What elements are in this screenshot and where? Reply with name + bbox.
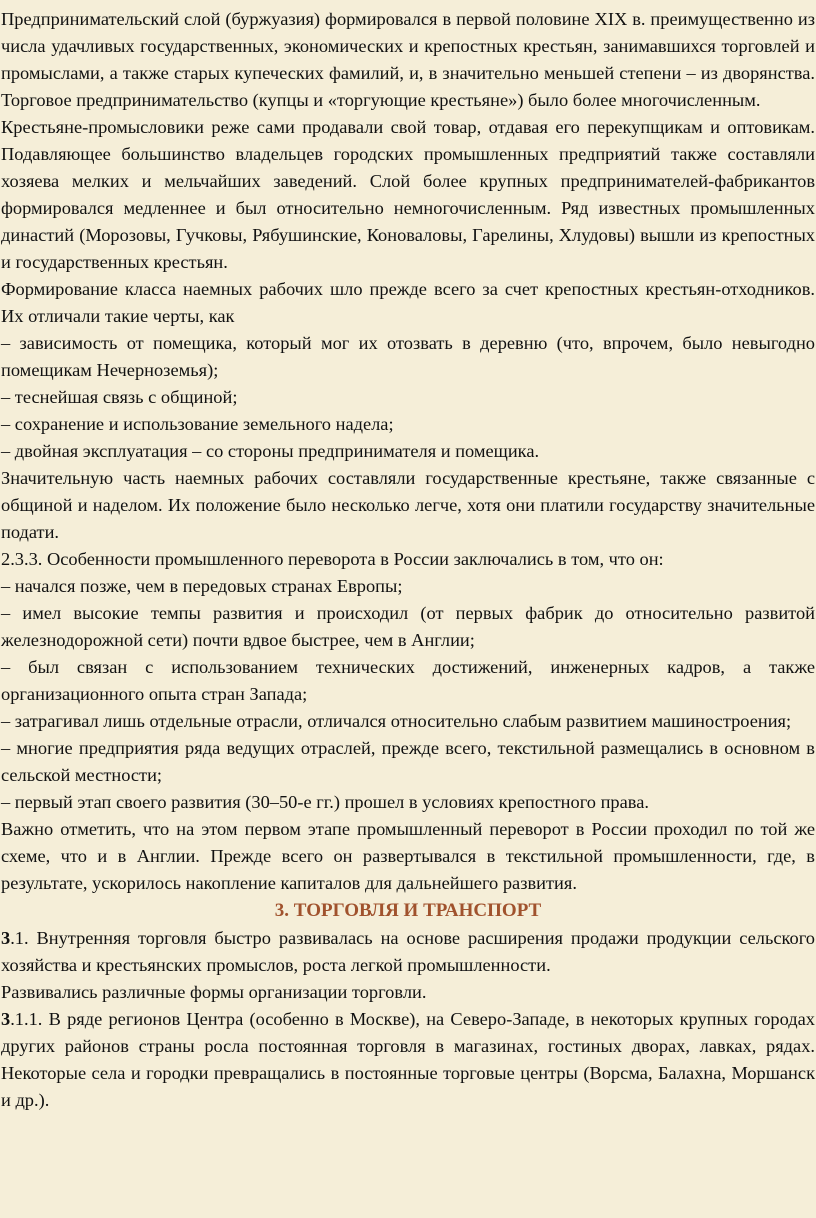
list-item: – первый этап своего развития (30–50-е гг.) прошел в условиях крепостного права. xyxy=(1,792,649,812)
paragraph-text: .1. Внутренняя торговля быстро развивалась на основе расширения продажи продукции сельского хозяйства и крестьянских промыслов, роста легкой промышленности. xyxy=(1,928,815,975)
section-number: 3 xyxy=(1,928,11,948)
list-item: – зависимость от помещика, который мог их отозвать в деревню (что, впрочем, было невыгодно помещикам Нечерноземья); xyxy=(1,333,815,380)
list-item: – сохранение и использование земельного надела; xyxy=(1,414,394,434)
paragraph-internal-trade xyxy=(1,925,815,979)
section-number: 3 xyxy=(1,1009,11,1029)
list-item: – многие предприятия ряда ведущих отраслей, прежде всего, текстильной размещались в основном в сельской местности; xyxy=(1,738,815,785)
list-item: – начался позже, чем в передовых странах Европы; xyxy=(1,576,403,596)
paragraph-industrial-revolution: 2.3.3. Особенности промышленного переворота в России заключались в том, что он: xyxy=(1,549,664,569)
section-title: 3. ТОРГОВЛЯ И ТРАНСПОРТ xyxy=(274,900,542,921)
list-item: – затрагивал лишь отдельные отрасли, отличался относительно слабым развитием машиностроения; xyxy=(1,711,792,731)
list-item: – двойная эксплуатация – со стороны предпринимателя и помещика. xyxy=(1,441,540,461)
paragraph-permanent-trade xyxy=(1,1006,815,1114)
paragraph-state-peasants: Значительную часть наемных рабочих составляли государственные крестьяне, также связанные с общиной и наделом. Их положение было несколько легче, хотя они платили государству значительные подати. xyxy=(1,468,815,542)
paragraph-entrepreneurs: Предпринимательский слой (буржуазия) формировался в первой половине XIX в. преимущественно из числа удачливых государственных, экономических и крепостных крестьян, занимавшихся торговлей и промыслами, а также старых купеческих фамилий, и, в значительно меньшей степени – из дворянства. Торговое предпринимательство (купцы и «торгующие крестьяне») было более многочисленным. xyxy=(1,9,815,110)
list-item: – был связан с использованием технических достижений, инженерных кадров, а также организационного опыта стран Запада; xyxy=(1,657,815,704)
paragraph-workers-class: Формирование класса наемных рабочих шло прежде всего за счет крепостных крестьян-отходников. Их отличали такие черты, как xyxy=(1,279,815,326)
paragraph-text: .1.1. В ряде регионов Центра (особенно в Москве), на Северо-Западе, в некоторых крупных городах других районов страны росла постоянная торговля в магазинах, гостиных дворах, лавках, рядах. Некоторые села и городки превращались в постоянные торговые центры (Ворсма, Балахна, Моршанск и др.). xyxy=(1,1009,815,1110)
list-item: – имел высокие темпы развития и происходил (от первых фабрик до относительно развитой железнодорожной сети) почти вдвое быстрее, чем в Англии; xyxy=(1,603,815,650)
paragraph-important-note: Важно отметить, что на этом первом этапе промышленный переворот в России проходил по той же схеме, что и в Англии. Прежде всего он развертывался в текстильной промышленности, где, в результате, ускорилось накопление капиталов для дальнейшего развития. xyxy=(1,819,815,893)
paragraph-peasant-traders: Крестьяне-промысловики реже сами продавали свой товар, отдавая его перекупщикам и оптовикам. Подавляющее большинство владельцев городских промышленных предприятий также составляли хозяева мелких и мельчайших заведений. Слой более крупных предпринимателей-фабрикантов формировался медленнее и был относительно немногочисленным. Ряд известных промышленных династий (Морозовы, Гучковы, Рябушинские, Коноваловы, Гарелины, Хлудовы) вышли из крепостных и государственных крестьян. xyxy=(1,117,815,272)
paragraph-trade-forms: Развивались различные формы организации торговли. xyxy=(1,982,427,1002)
list-item: – теснейшая связь с общиной; xyxy=(1,387,238,407)
